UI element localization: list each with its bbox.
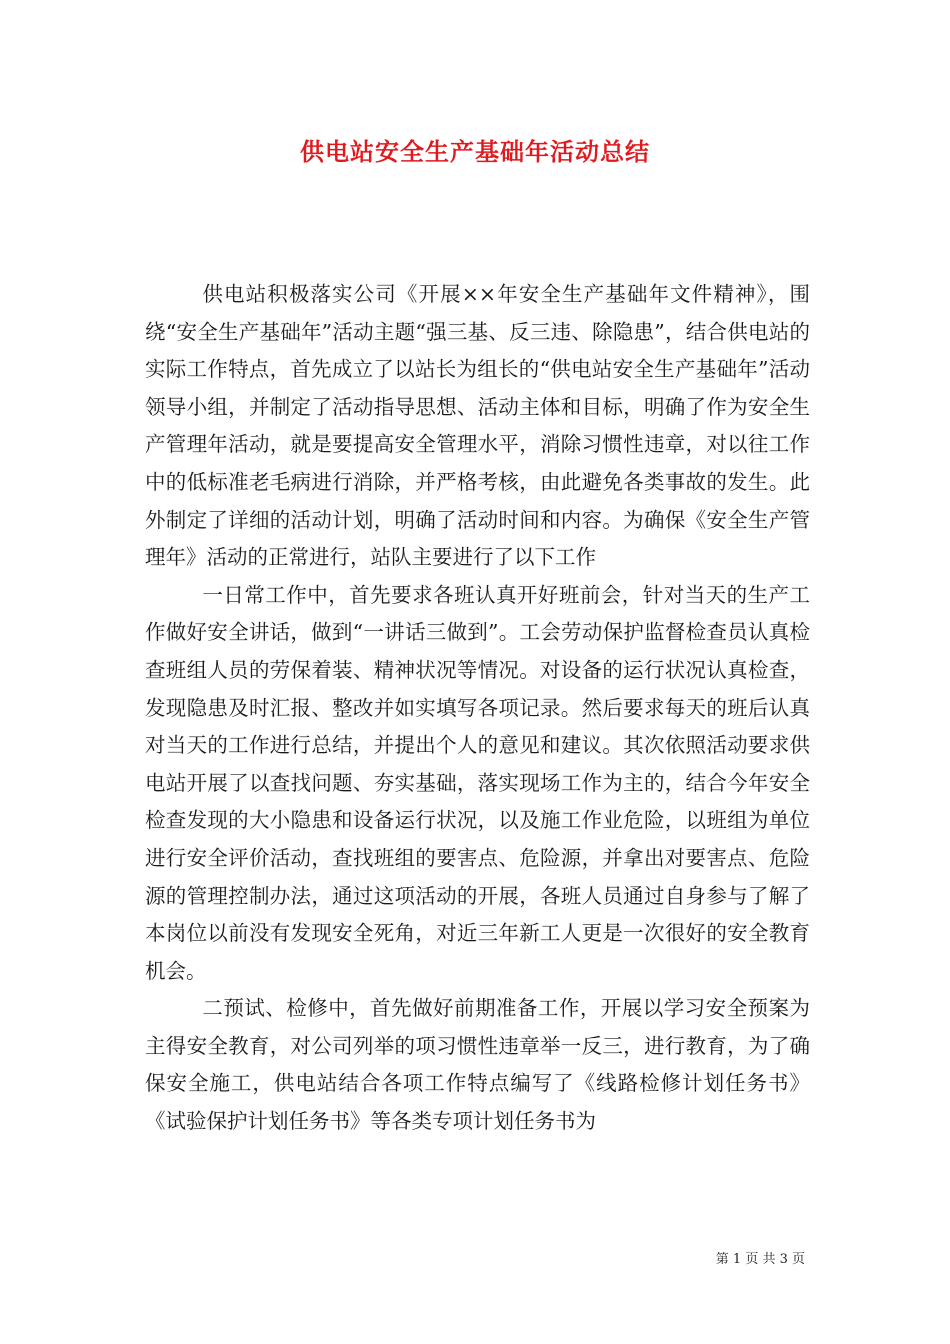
paragraph-intro: 供电站积极落实公司《开展××年安全生产基础年文件精神》，围绕“安全生产基础年”活动主题“强三基、反三违、除隐患”，结合供电站的实际工作特点，首先成立了以站长为组长的“供电站安全生产基础年”活动领导小组，并制定了活动指导思想、活动主体和目标，明确了作为安全生产管理年活动，就是要提高安全管理水平，消除习惯性违章，对以往工作中的低标准老毛病进行消除，并严格考核，由此避免各类事故的发生。此外制定了详细的活动计划，明确了活动时间和内容。为确保《安全生产管理年》活动的正常进行，站队主要进行了以下工作 — [145, 282, 810, 570]
document-body — [145, 276, 810, 1141]
page-number: 第 1 页 共 3 页 — [715, 1252, 805, 1267]
paragraph-pretest-maintenance: 二预试、检修中，首先做好前期准备工作，开展以学习安全预案为主得安全教育，对公司列举的项习惯性违章举一反三，进行教育，为了确保安全施工，供电站结合各项工作特点编写了《线路检修计划任务书》《试验保护计划任务书》等各类专项计划任务书为 — [145, 996, 810, 1134]
paragraph-daily-work: 一日常工作中，首先要求各班认真开好班前会，针对当天的生产工作做好安全讲话，做到“一讲话三做到”。工会劳动保护监督检查员认真检查班组人员的劳保着装、精神状况等情况。对设备的运行状况认真检查，发现隐患及时汇报、整改并如实填写各项记录。然后要求每天的班后认真对当天的工作进行总结，并提出个人的意见和建议。其次依照活动要求供电站开展了以查找问题、夯实基础，落实现场工作为主的，结合今年安全检查发现的大小隐患和设备运行状况，以及施工作业危险，以班组为单位进行安全评价活动，查找班组的要害点、危险源，并拿出对要害点、危险源的管理控制办法，通过这项活动的开展，各班人员通过自身参与了解了本岗位以前没有发现安全死角，对近三年新工人更是一次很好的安全教育机会。 — [145, 582, 810, 983]
document-title: 供电站安全生产基础年活动总结 — [300, 137, 650, 166]
